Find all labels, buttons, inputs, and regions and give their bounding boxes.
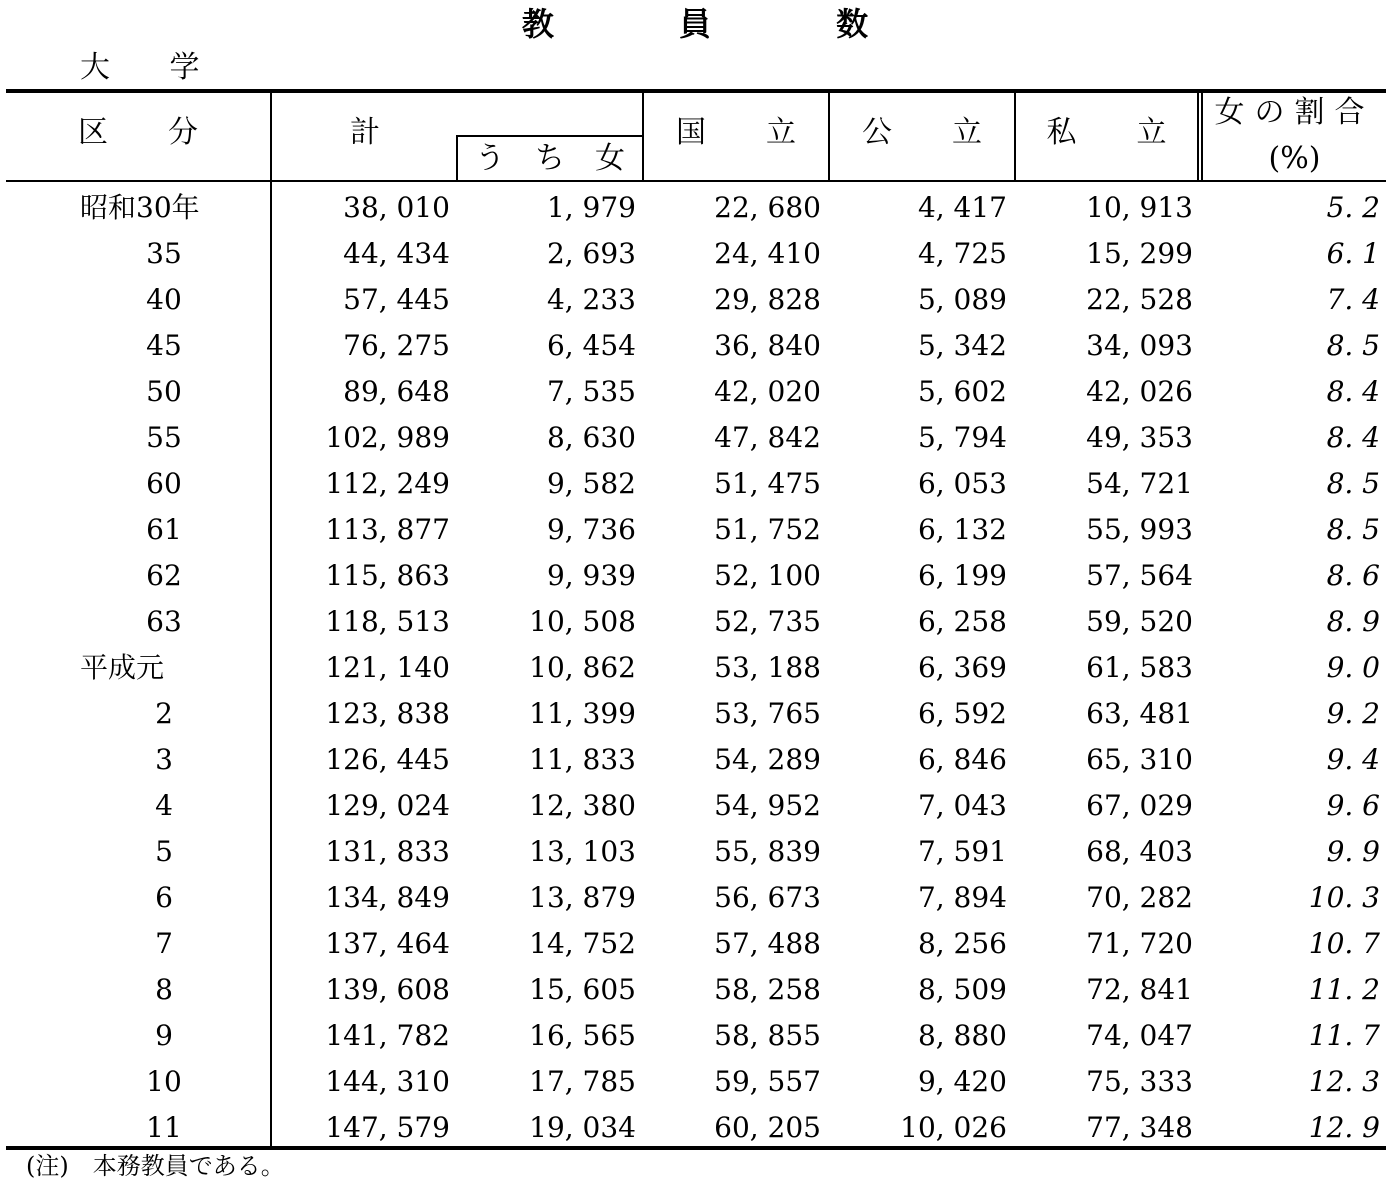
cell-national: 51, 475	[714, 467, 821, 500]
cell-female: 15, 605	[529, 973, 636, 1006]
cell-private: 75, 333	[1086, 1065, 1193, 1098]
cell-private: 59, 520	[1086, 605, 1193, 638]
cell-year: 3	[155, 743, 173, 776]
cell-female: 16, 565	[529, 1019, 636, 1052]
cell-year: 55	[146, 421, 182, 454]
table-row	[6, 599, 1386, 645]
cell-national: 51, 752	[714, 513, 821, 546]
cell-private: 49, 353	[1086, 421, 1193, 454]
cell-year: 8	[155, 973, 173, 1006]
cell-female-ratio: 9. 9	[1326, 835, 1380, 868]
cell-national: 36, 840	[714, 329, 821, 362]
cell-year: 35	[146, 237, 182, 270]
header-female: う ち 女	[475, 141, 625, 176]
cell-national: 29, 828	[714, 283, 821, 316]
cell-private: 57, 564	[1086, 559, 1193, 592]
table-row	[6, 323, 1386, 369]
cell-total: 139, 608	[325, 973, 450, 1006]
col-divider-private-a	[1197, 91, 1199, 181]
table-row	[6, 737, 1386, 783]
header-category: 区 分	[78, 115, 198, 150]
cell-female-ratio: 9. 0	[1326, 651, 1380, 684]
header-public: 公 立	[862, 115, 982, 150]
cell-national: 47, 842	[714, 421, 821, 454]
cell-total: 141, 782	[325, 1019, 450, 1052]
table-row	[6, 829, 1386, 875]
cell-total: 144, 310	[325, 1065, 450, 1098]
cell-total: 129, 024	[325, 789, 450, 822]
cell-year: 9	[155, 1019, 173, 1052]
cell-total: 121, 140	[325, 651, 450, 684]
table-row	[6, 415, 1386, 461]
cell-public: 10, 026	[900, 1111, 1007, 1144]
cell-public: 6, 199	[917, 559, 1007, 592]
cell-female: 13, 879	[529, 881, 636, 914]
cell-private: 15, 299	[1086, 237, 1193, 270]
table-top-rule	[6, 89, 1386, 93]
cell-female: 10, 862	[529, 651, 636, 684]
cell-female-ratio: 8. 4	[1326, 375, 1380, 408]
table-row	[6, 231, 1386, 277]
cell-total: 147, 579	[325, 1111, 450, 1144]
cell-female-ratio: 8. 5	[1326, 329, 1380, 362]
cell-year: 5	[155, 835, 173, 868]
cell-national: 22, 680	[714, 191, 821, 224]
cell-female: 10, 508	[529, 605, 636, 638]
header-private: 私 立	[1046, 115, 1167, 150]
cell-total: 89, 648	[343, 375, 450, 408]
cell-female: 4, 233	[546, 283, 636, 316]
subtitle-char: 大	[80, 50, 110, 85]
cell-female: 9, 736	[546, 513, 636, 546]
cell-private: 55, 993	[1086, 513, 1193, 546]
cell-private: 68, 403	[1086, 835, 1193, 868]
cell-national: 57, 488	[714, 927, 821, 960]
cell-female-ratio: 5. 2	[1326, 191, 1380, 224]
cell-female: 11, 399	[529, 697, 636, 730]
cell-national: 54, 289	[714, 743, 821, 776]
cell-public: 7, 591	[917, 835, 1007, 868]
subtitle-char: 学	[169, 50, 200, 85]
cell-total: 118, 513	[325, 605, 450, 638]
cell-public: 9, 420	[917, 1065, 1007, 1098]
cell-female-ratio: 12. 9	[1308, 1111, 1380, 1144]
cell-private: 22, 528	[1086, 283, 1193, 316]
table-body	[6, 185, 1386, 1151]
cell-public: 7, 043	[917, 789, 1007, 822]
cell-female: 2, 693	[546, 237, 636, 270]
cell-public: 6, 846	[917, 743, 1007, 776]
table-row	[6, 553, 1386, 599]
cell-female-ratio: 9. 6	[1326, 789, 1380, 822]
cell-national: 54, 952	[714, 789, 821, 822]
cell-total: 137, 464	[325, 927, 450, 960]
cell-year: 平成元	[80, 651, 165, 684]
cell-private: 10, 913	[1086, 191, 1193, 224]
cell-year: 45	[146, 329, 182, 362]
cell-female: 12, 380	[529, 789, 636, 822]
cell-total: 57, 445	[343, 283, 450, 316]
header-ratio: 女の割合	[1214, 95, 1375, 130]
cell-private: 34, 093	[1086, 329, 1193, 362]
cell-female-ratio: 8. 6	[1326, 559, 1380, 592]
page-title	[0, 2, 1392, 46]
table-row	[6, 277, 1386, 323]
cell-female: 8, 630	[546, 421, 636, 454]
cell-public: 4, 725	[917, 237, 1007, 270]
cell-national: 42, 020	[714, 375, 821, 408]
cell-female: 9, 939	[546, 559, 636, 592]
header-ratio-unit: (%)	[1268, 141, 1321, 176]
cell-year: 61	[146, 513, 182, 546]
cell-private: 54, 721	[1086, 467, 1193, 500]
cell-public: 6, 592	[917, 697, 1007, 730]
cell-female-ratio: 9. 2	[1326, 697, 1380, 730]
cell-private: 65, 310	[1086, 743, 1193, 776]
cell-total: 113, 877	[325, 513, 450, 546]
cell-female: 13, 103	[529, 835, 636, 868]
cell-national: 53, 765	[714, 697, 821, 730]
cell-private: 63, 481	[1086, 697, 1193, 730]
cell-national: 56, 673	[714, 881, 821, 914]
cell-national: 59, 557	[714, 1065, 821, 1098]
cell-public: 5, 089	[917, 283, 1007, 316]
cell-private: 72, 841	[1086, 973, 1193, 1006]
cell-private: 70, 282	[1086, 881, 1193, 914]
table-row	[6, 1059, 1386, 1105]
cell-public: 7, 894	[917, 881, 1007, 914]
cell-female-ratio: 11. 2	[1308, 973, 1380, 1006]
cell-national: 55, 839	[714, 835, 821, 868]
cell-public: 5, 602	[917, 375, 1007, 408]
female-subheader-rule	[456, 135, 642, 137]
table-row	[6, 461, 1386, 507]
cell-total: 76, 275	[343, 329, 450, 362]
cell-female-ratio: 10. 3	[1308, 881, 1380, 914]
cell-national: 52, 100	[714, 559, 821, 592]
cell-year: 10	[146, 1065, 182, 1098]
cell-national: 53, 188	[714, 651, 821, 684]
cell-national: 58, 258	[714, 973, 821, 1006]
table-row	[6, 645, 1386, 691]
cell-public: 6, 053	[917, 467, 1007, 500]
cell-total: 134, 849	[325, 881, 450, 914]
footnote: (注) 本務教員である。	[26, 1152, 285, 1180]
cell-female-ratio: 7. 4	[1326, 283, 1380, 316]
cell-private: 77, 348	[1086, 1111, 1193, 1144]
table-row	[6, 967, 1386, 1013]
cell-total: 131, 833	[325, 835, 450, 868]
title-char: 数	[836, 5, 871, 43]
cell-national: 24, 410	[714, 237, 821, 270]
cell-female: 11, 833	[529, 743, 636, 776]
cell-public: 8, 880	[917, 1019, 1007, 1052]
cell-female: 9, 582	[546, 467, 636, 500]
cell-public: 6, 258	[917, 605, 1007, 638]
cell-year: 40	[146, 283, 182, 316]
table-row	[6, 875, 1386, 921]
cell-female-ratio: 11. 7	[1308, 1019, 1380, 1052]
cell-national: 60, 205	[714, 1111, 821, 1144]
cell-private: 61, 583	[1086, 651, 1193, 684]
table-row	[6, 369, 1386, 415]
cell-year: 60	[146, 467, 182, 500]
table-row	[6, 185, 1386, 231]
cell-private: 71, 720	[1086, 927, 1193, 960]
cell-total: 123, 838	[325, 697, 450, 730]
cell-female-ratio: 8. 4	[1326, 421, 1380, 454]
table-row	[6, 921, 1386, 967]
cell-total: 38, 010	[343, 191, 450, 224]
header-bottom-rule	[6, 180, 1386, 182]
cell-national: 52, 735	[714, 605, 821, 638]
cell-public: 5, 794	[917, 421, 1007, 454]
cell-female-ratio: 8. 5	[1326, 467, 1380, 500]
header-national: 国 立	[676, 115, 796, 150]
section-subtitle	[80, 48, 250, 88]
title-char: 教	[521, 5, 556, 43]
cell-year: 昭和30年	[80, 191, 200, 224]
table-row	[6, 691, 1386, 737]
cell-year: 6	[155, 881, 173, 914]
cell-total: 115, 863	[325, 559, 450, 592]
cell-female: 14, 752	[529, 927, 636, 960]
cell-year: 11	[146, 1111, 182, 1144]
cell-year: 50	[146, 375, 182, 408]
cell-female-ratio: 10. 7	[1308, 927, 1380, 960]
cell-female-ratio: 8. 9	[1326, 605, 1380, 638]
cell-private: 67, 029	[1086, 789, 1193, 822]
cell-year: 63	[146, 605, 182, 638]
cell-public: 8, 256	[917, 927, 1007, 960]
cell-public: 4, 417	[917, 191, 1007, 224]
cell-national: 58, 855	[714, 1019, 821, 1052]
cell-female: 19, 034	[529, 1111, 636, 1144]
cell-total: 126, 445	[325, 743, 450, 776]
cell-private: 74, 047	[1086, 1019, 1193, 1052]
cell-female: 1, 979	[546, 191, 636, 224]
header-total: 計	[350, 115, 380, 150]
title-char: 員	[678, 5, 713, 43]
cell-female: 7, 535	[546, 375, 636, 408]
cell-public: 8, 509	[917, 973, 1007, 1006]
cell-female-ratio: 9. 4	[1326, 743, 1380, 776]
cell-female-ratio: 12. 3	[1308, 1065, 1380, 1098]
cell-total: 102, 989	[325, 421, 450, 454]
cell-female-ratio: 8. 5	[1326, 513, 1380, 546]
cell-public: 6, 369	[917, 651, 1007, 684]
cell-female: 6, 454	[546, 329, 636, 362]
cell-year: 62	[146, 559, 182, 592]
table-row	[6, 1105, 1386, 1151]
cell-year: 4	[155, 789, 173, 822]
cell-private: 42, 026	[1086, 375, 1193, 408]
cell-total: 44, 434	[343, 237, 450, 270]
cell-year: 2	[155, 697, 173, 730]
cell-public: 6, 132	[917, 513, 1007, 546]
cell-female: 17, 785	[529, 1065, 636, 1098]
cell-public: 5, 342	[917, 329, 1007, 362]
cell-female-ratio: 6. 1	[1326, 237, 1380, 270]
table-row	[6, 507, 1386, 553]
cell-year: 7	[155, 927, 173, 960]
cell-total: 112, 249	[325, 467, 450, 500]
table-row	[6, 1013, 1386, 1059]
table-row	[6, 783, 1386, 829]
